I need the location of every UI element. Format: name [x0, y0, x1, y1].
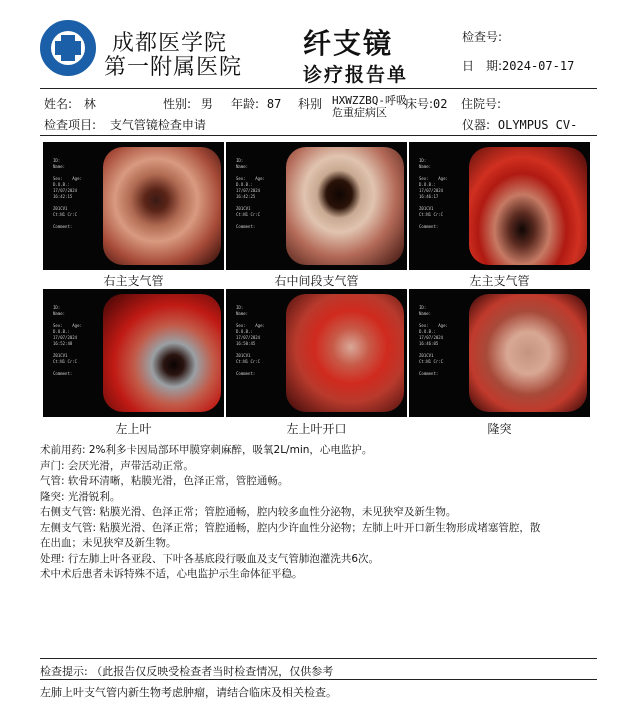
exam-date [462, 57, 574, 74]
endoscopy-image: ID: Name: Sex: Age: D.O.B.: 17/07/2024 16:52:48 Z01CV1 Ct:N1 Cr:C Comment: [43, 289, 224, 417]
patient-bed [405, 95, 448, 112]
name-label: 姓名: [44, 97, 73, 111]
bed-label: 床号: [405, 97, 434, 111]
name-value: 林 [83, 97, 96, 111]
image-caption: 左上叶 [115, 422, 152, 436]
hospital-logo [40, 20, 96, 76]
age-value: 87 [266, 97, 282, 111]
endoscopy-image: ID: Name: Sex: Age: D.O.B.: 17/07/2024 16:46:17 Z01CV1 Ct:N1 Cr:C Comment: [409, 142, 590, 270]
instrument-value: OLYMPUS CV- [497, 118, 578, 132]
hospital-name-line2: 第一附属医院 [104, 55, 243, 80]
image-caption: 左主支气管 [469, 274, 530, 288]
report-title: 纤支镜 [303, 27, 394, 60]
finding-line: 隆突: 光滑锐利。 [40, 490, 121, 503]
finding-line: 术中术后患者未诉特殊不适，心电监护示生命体征平稳。 [40, 568, 303, 580]
divider [40, 135, 597, 136]
image-caption: 右中间段支气管 [274, 274, 359, 288]
exam-item [44, 116, 206, 133]
endoscopy-image: ID: Name: Sex: Age: D.O.B.: 17/07/2024 16:46:05 Z01CV1 Ct:N1 Cr:C Comment: [409, 289, 590, 417]
finding-line: 左侧支气管: 粘膜光滑、色泽正常；管腔通畅，腔内少许血性分泌物；左肺上叶开口新生物形成堵塞管腔，散 [40, 521, 541, 534]
image-caption: 右主支气管 [103, 274, 164, 288]
exam-number-label: 检查号: [462, 30, 503, 44]
conclusion: 左肺上叶支气管内新生物考虑肿瘤，请结合临床及相关检查。 [40, 686, 337, 699]
exam-item-value: 支气管镜检查申请 [109, 118, 206, 132]
patient-dept-label: 科别 [298, 97, 323, 111]
divider [40, 88, 597, 89]
patient-dept-value2: 危重症病区 [332, 106, 387, 119]
patient-dept-value: HXWZZBQ-呼吸 [332, 94, 407, 107]
sex-label: 性别: [163, 97, 192, 111]
report-subtitle: 诊疗报告单 [303, 64, 409, 86]
finding-line: 右侧支气管: 粘膜光滑、色泽正常；管腔通畅，腔内较多血性分泌物，未见狭窄及新生物。 [40, 506, 457, 518]
instrument [462, 116, 577, 133]
sex-value: 男 [200, 97, 213, 111]
patient-sex [163, 95, 213, 112]
inpatient-number-label: 住院号: [461, 97, 502, 111]
findings-section [40, 443, 600, 583]
image-caption: 隆突 [487, 422, 512, 436]
divider [40, 658, 597, 659]
age-label: 年龄: [231, 97, 260, 111]
endoscopy-image: ID: Name: Sex: Age: D.O.B.: 17/07/2024 16:42:25 Z01CV1 Ct:N1 Cr:C Comment: [226, 142, 407, 270]
hospital-name-line1: 成都医学院 [112, 31, 228, 56]
divider [40, 679, 597, 680]
patient-name [44, 95, 96, 112]
exam-hint: 检查提示: （此报告仅反映受检查者当时检查情况，仅供参考 [40, 665, 334, 678]
bed-value: 02 [433, 97, 448, 111]
finding-line: 术前用药: 2%利多卡因局部环甲膜穿刺麻醉，吸氧2L/min，心电监护。 [40, 444, 373, 456]
instrument-label: 仪器: [462, 118, 491, 132]
date-label: 日 期: [462, 59, 503, 73]
finding-line: 处理: 行左肺上叶各亚段、下叶各基底段行吸血及支气管肺泡灌洗共6次。 [40, 552, 380, 565]
patient-age [231, 95, 281, 112]
finding-line: 声门: 会厌光滑，声带活动正常。 [40, 459, 194, 472]
exam-item-label: 检查项目: [44, 118, 97, 132]
endoscopy-image: ID: Name: Sex: Age: D.O.B.: 17/07/2024 16:42:15 Z01CV1 Ct:N1 Cr:C Comment: [43, 142, 224, 270]
endoscopy-image: ID: Name: Sex: Age: D.O.B.: 17/07/2024 16:50:45 Z01CV1 Ct:N1 Cr:C Comment: [226, 289, 407, 417]
date-value: 2024-07-17 [502, 59, 575, 73]
image-caption: 左上叶开口 [286, 422, 347, 436]
finding-line: 在出血；未见狭窄及新生物。 [40, 537, 177, 549]
finding-line: 气管: 软骨环清晰，粘膜光滑，色泽正常，管腔通畅。 [40, 475, 289, 487]
